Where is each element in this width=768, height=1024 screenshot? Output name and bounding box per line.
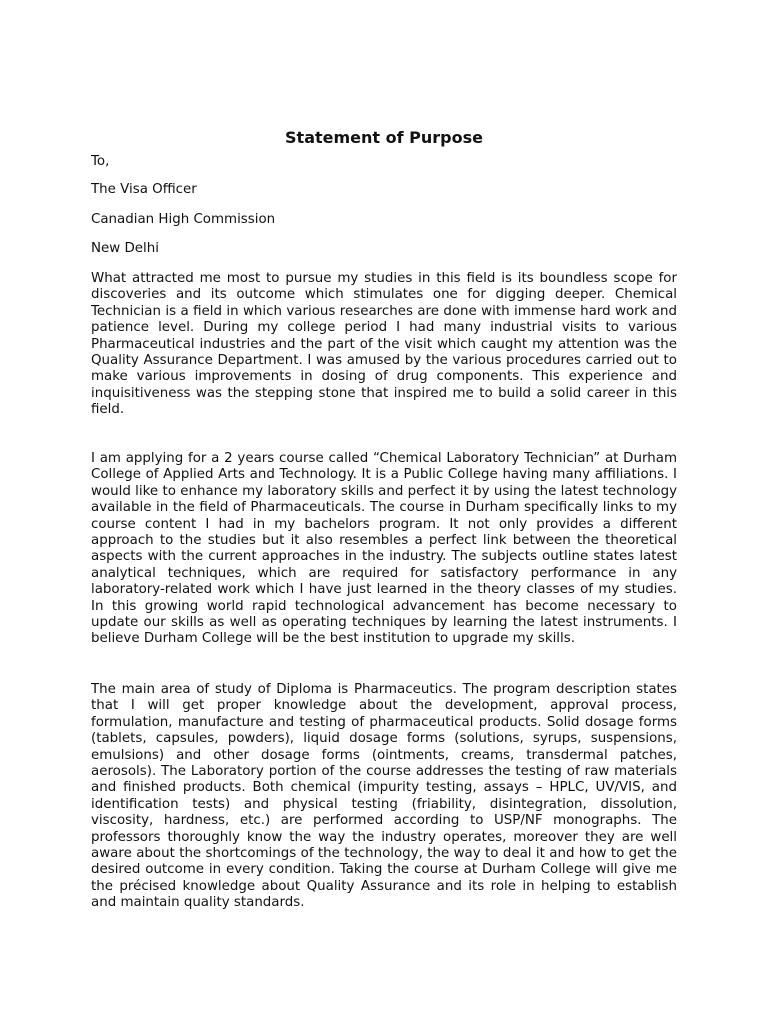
document-title: Statement of Purpose [285, 128, 483, 147]
document-page [91, 0, 677, 1024]
city-line: New Delhi [91, 241, 159, 256]
salutation-to: To, [91, 154, 110, 169]
paragraph-study-area: The main area of study of Diploma is Pharmaceutics. The program description states that I will get proper knowledge about the development, approval process, formulation, manufacture and testing of pharmaceutical products. Solid dosage forms (tablets, capsules, powders), liquid dosage forms (solutions, syrups, suspensions, emulsions) and other dosage forms (ointments, creams, transdermal patches, aerosols). The Laboratory portion of the course addresses the testing of raw materials and finished products. Both chemical (impurity testing, assays – HPLC, UV/VIS, and identification tests) and physical testing (friability, disintegration, dissolution, viscosity, hardness, etc.) are performed according to USP/NF monographs. The professors thoroughly know the way the industry operates, moreover they are well aware about the shortcomings of the technology, the way to deal it and how to get the desired outcome in every condition. Taking the course at Durham College will give me the précised knowledge about Quality Assurance and its role in helping to establish and maintain quality standards. [91, 682, 677, 911]
recipient-line: The Visa Officer [91, 182, 197, 197]
office-line: Canadian High Commission [91, 212, 276, 227]
paragraph-course-choice: I am applying for a 2 years course called “Chemical Laboratory Technician” at Durham College of Applied Arts and Technology. It is a Public College having many affiliations. I would like to enhance my laboratory skills and perfect it by using the latest technology available in the field of Pharmaceuticals. The course in Durham specifically links to my course content I had in my bachelors program. It not only provides a different approach to the studies but it also resembles a perfect link between the theoretical aspects with the current approaches in the industry. The subjects outline states latest analytical techniques, which are required for satisfactory performance in any laboratory-related work which I have just learned in the theory classes of my studies. In this growing world rapid technological advancement has become necessary to update our skills as well as operating techniques by learning the latest instruments. I believe Durham College will be the best institution to upgrade my skills. [91, 451, 677, 647]
paragraph-motivation: What attracted me most to pursue my studies in this field is its boundless scope for discoveries and its outcome which stimulates one for digging deeper. Chemical Technician is a field in which various researches are done with immense hard work and patience level. During my college period I had many industrial visits to various Pharmaceutical industries and the part of the visit which caught my attention was the Quality Assurance Department. I was amused by the various procedures carried out to make various improvements in dosing of drug components. This experience and inquisitiveness was the stepping stone that inspired me to build a solid career in this field. [91, 271, 677, 418]
